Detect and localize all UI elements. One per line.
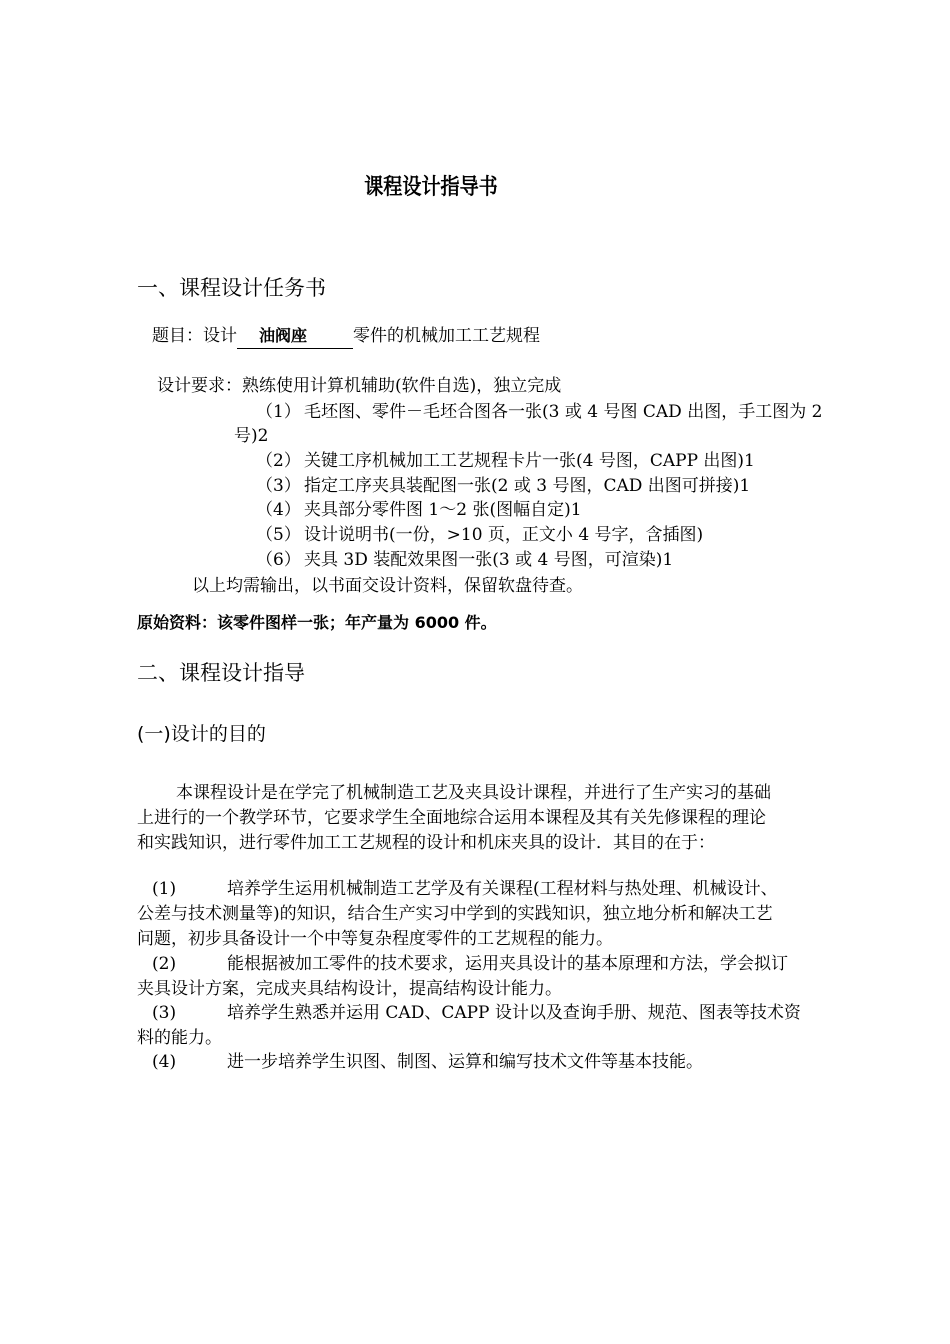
topic-prefix: 题目：设计 [152, 326, 237, 346]
requirement-item-continuation: 号)2 [234, 426, 269, 446]
source-material: 原始资料：该零件图样一张；年产量为 6000 件。 [137, 613, 497, 632]
goal-line: 公差与技术测量等)的知识，结合生产实习中学到的实践知识，独立地分析和解决工艺 [137, 904, 773, 924]
topic-name: 油阀座 [259, 326, 308, 345]
topic-suffix: 零件的机械加工工艺规程 [353, 326, 540, 346]
requirement-item: （2） 关键工序机械加工工艺规程卡片一张(4 号图，CAPP 出图)1 [256, 451, 755, 471]
page-title: 课程设计指导书 [364, 175, 498, 200]
intro-line: 本课程设计是在学完了机械制造工艺及夹具设计课程，并进行了生产实习的基础 [176, 783, 771, 803]
intro-line: 上进行的一个教学环节，它要求学生全面地综合运用本课程及其有关先修课程的理论 [137, 808, 766, 828]
goal-item: (2) 能根据被加工零件的技术要求，运用夹具设计的基本原理和方法，学会拟订 [152, 954, 788, 974]
requirement-item: （4） 夹具部分零件图 1～2 张(图幅自定)1 [256, 500, 582, 520]
section-heading-guidance: 二、课程设计指导 [137, 661, 305, 685]
section-heading-task: 一、课程设计任务书 [137, 276, 326, 300]
goal-line: 问题，初步具备设计一个中等复杂程度零件的工艺规程的能力。 [137, 929, 613, 949]
goal-line: 料的能力。 [137, 1028, 222, 1048]
goal-line: 夹具设计方案，完成夹具结构设计，提高结构设计能力。 [137, 979, 562, 999]
requirement-item: （5） 设计说明书(一份，>10 页，正文小 4 号字，含插图) [256, 525, 704, 545]
requirement-item: （3） 指定工序夹具装配图一张(2 或 3 号图，CAD 出图可拼接)1 [256, 476, 751, 496]
requirement-item: （6） 夹具 3D 装配效果图一张(3 或 4 号图，可渲染)1 [256, 550, 674, 570]
requirements-intro: 设计要求：熟练使用计算机辅助(软件自选)，独立完成 [157, 376, 562, 396]
goal-item: (1) 培养学生运用机械制造工艺学及有关课程(工程材料与热处理、机械设计、 [152, 879, 778, 899]
sub-heading-purpose: (一)设计的目的 [137, 723, 266, 745]
goal-item: (3) 培养学生熟悉并运用 CAD、CAPP 设计以及查询手册、规范、图表等技术资 [152, 1003, 801, 1023]
intro-line: 和实践知识，进行零件加工工艺规程的设计和机床夹具的设计．其目的在于： [137, 833, 715, 853]
requirement-item: （1） 毛坯图、零件－毛坯合图各一张(3 或 4 号图 CAD 出图，手工图为 2 [256, 402, 823, 422]
output-note: 以上均需输出，以书面交设计资料，保留软盘待查。 [192, 576, 583, 596]
topic-line [152, 324, 540, 349]
goal-item: (4) 进一步培养学生识图、制图、运算和编写技术文件等基本技能。 [152, 1052, 703, 1072]
